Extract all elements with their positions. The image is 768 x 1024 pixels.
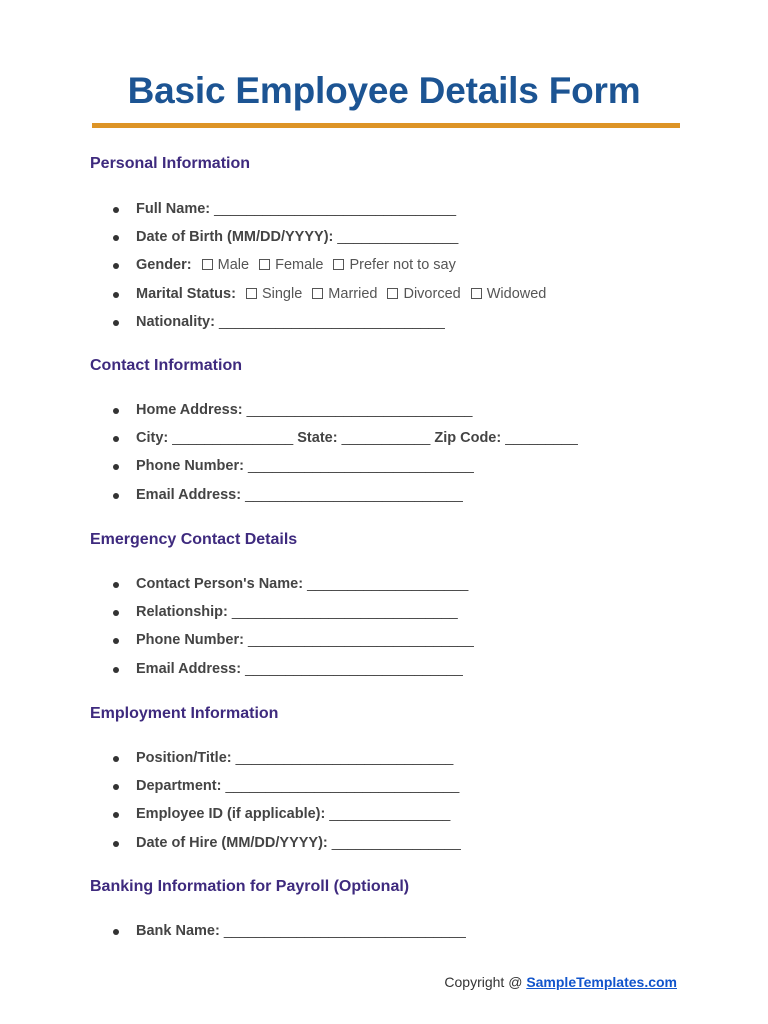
bullet-icon (113, 408, 119, 414)
zip-code-input[interactable]: _________ (505, 430, 578, 447)
emergency-email-input[interactable]: ___________________________ (245, 660, 463, 677)
field-label: Zip Code: (434, 430, 502, 447)
date-of-hire-input[interactable]: ________________ (331, 834, 461, 851)
home-address-input[interactable]: ____________________________ (246, 402, 473, 418)
bullet-icon (113, 812, 119, 818)
field-label: Full Name: (136, 201, 211, 217)
email-address-input[interactable]: ___________________________ (245, 486, 463, 503)
employee-id-input[interactable]: _______________ (329, 806, 451, 823)
bullet-icon (113, 320, 119, 326)
department-input[interactable]: _____________________________ (225, 778, 460, 795)
option-label: Female (275, 257, 324, 274)
field-label: Contact Person's Name: (136, 576, 304, 592)
gender-prefer-not-checkbox-icon[interactable] (333, 259, 344, 270)
marital-divorced-checkbox-icon[interactable] (387, 288, 398, 299)
bullet-icon (113, 610, 119, 616)
copyright-text: Copyright @ (444, 974, 527, 990)
bullet-icon (113, 292, 119, 298)
bank-name-input[interactable]: ______________________________ (223, 923, 466, 939)
full-name-input[interactable]: ______________________________ (214, 201, 457, 217)
bullet-icon (113, 756, 119, 762)
emergency-phone-input[interactable]: ____________________________ (247, 632, 474, 649)
field-label: Phone Number: (136, 632, 244, 649)
section-heading-emergency: Emergency Contact Details (90, 531, 298, 548)
city-input[interactable]: _______________ (172, 430, 294, 447)
field-label: Nationality: (136, 313, 215, 330)
option-label: Prefer not to say (349, 257, 456, 274)
field-label: Email Address: (136, 486, 242, 503)
field-label: Position/Title: (136, 750, 232, 766)
sampletemplates-link[interactable]: SampleTemplates.com (526, 974, 677, 990)
field-label: Gender: (136, 257, 192, 274)
field-label: Phone Number: (136, 458, 244, 475)
bullet-icon (113, 667, 119, 673)
contact-person-name-input[interactable]: ____________________ (307, 576, 469, 592)
field-label: City: (136, 430, 169, 447)
option-label: Single (261, 285, 303, 302)
page-title: Basic Employee Details Form (127, 70, 641, 111)
bullet-icon (113, 436, 119, 442)
relationship-input[interactable]: ____________________________ (231, 604, 458, 621)
field-label: Date of Birth (MM/DD/YYYY): (136, 229, 334, 246)
bullet-icon (113, 464, 119, 470)
bullet-icon (113, 263, 119, 269)
marital-married-checkbox-icon[interactable] (312, 288, 323, 299)
bullet-icon (113, 235, 119, 241)
gender-male-checkbox-icon[interactable] (202, 259, 213, 270)
option-label: Widowed (486, 285, 547, 302)
bullet-icon (113, 638, 119, 644)
marital-widowed-checkbox-icon[interactable] (471, 288, 482, 299)
bullet-icon (113, 929, 119, 935)
option-label: Male (217, 257, 250, 274)
state-input[interactable]: ___________ (341, 430, 431, 447)
section-heading-personal: Personal Information (90, 155, 251, 172)
section-heading-employment: Employment Information (90, 705, 279, 722)
section-heading-contact: Contact Information (90, 357, 242, 374)
nationality-input[interactable]: ____________________________ (218, 313, 445, 330)
field-label: Relationship: (136, 604, 228, 621)
position-title-input[interactable]: ___________________________ (235, 750, 454, 766)
field-label: State: (297, 430, 338, 447)
bullet-icon (113, 784, 119, 790)
phone-number-input[interactable]: ____________________________ (247, 458, 474, 475)
bullet-icon (113, 582, 119, 588)
date-of-birth-input[interactable]: _______________ (337, 229, 459, 246)
bullet-icon (113, 207, 119, 213)
bullet-icon (113, 493, 119, 499)
field-label: Marital Status: (136, 285, 236, 302)
field-label: Bank Name: (136, 923, 220, 939)
field-label: Employee ID (if applicable): (136, 806, 326, 823)
field-label: Date of Hire (MM/DD/YYYY): (136, 834, 328, 851)
title-underline-rule (92, 123, 680, 128)
marital-single-checkbox-icon[interactable] (246, 288, 257, 299)
field-label: Email Address: (136, 660, 242, 677)
copyright-footer (444, 974, 677, 990)
option-label: Married (328, 285, 378, 302)
option-label: Divorced (403, 285, 461, 302)
section-heading-banking: Banking Information for Payroll (Optional) (90, 878, 410, 895)
gender-female-checkbox-icon[interactable] (259, 259, 270, 270)
bullet-icon (113, 841, 119, 847)
field-label: Department: (136, 778, 222, 795)
field-label: Home Address: (136, 402, 243, 418)
